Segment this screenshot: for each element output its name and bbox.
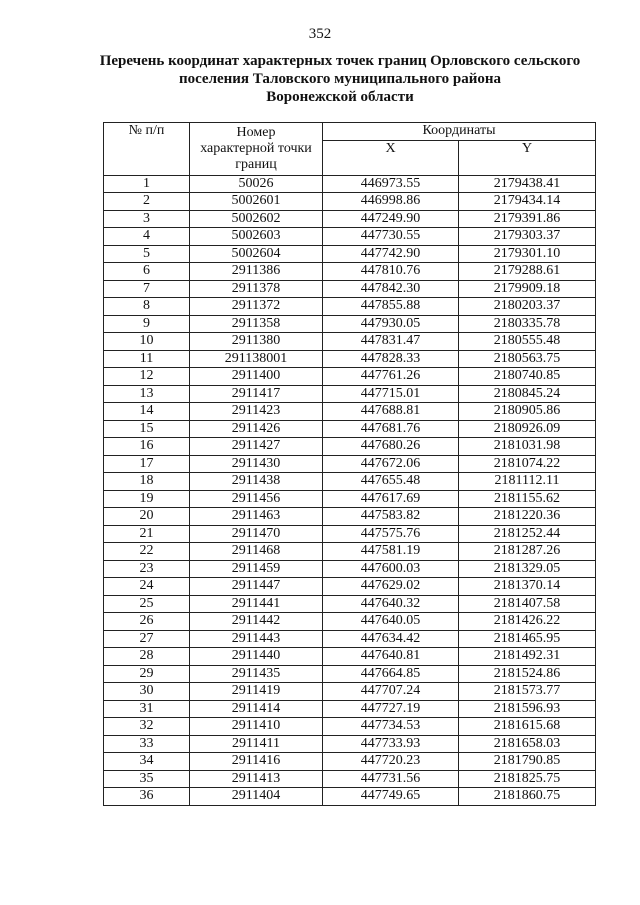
cell-index: 11 bbox=[104, 350, 190, 368]
cell-x: 447761.26 bbox=[323, 368, 459, 386]
cell-y: 2181825.75 bbox=[459, 770, 596, 788]
cell-index: 13 bbox=[104, 385, 190, 403]
cell-index: 1 bbox=[104, 175, 190, 193]
cell-y: 2179438.41 bbox=[459, 175, 596, 193]
cell-point-number: 2911416 bbox=[190, 753, 323, 771]
cell-y: 2180563.75 bbox=[459, 350, 596, 368]
cell-point-number: 5002601 bbox=[190, 193, 323, 211]
cell-index: 8 bbox=[104, 298, 190, 316]
cell-point-number: 2911435 bbox=[190, 665, 323, 683]
cell-point-number: 5002603 bbox=[190, 228, 323, 246]
cell-index: 34 bbox=[104, 753, 190, 771]
cell-x: 447734.53 bbox=[323, 718, 459, 736]
table-row bbox=[104, 508, 596, 526]
cell-point-number: 2911372 bbox=[190, 298, 323, 316]
cell-index: 2 bbox=[104, 193, 190, 211]
cell-index: 31 bbox=[104, 700, 190, 718]
table-row bbox=[104, 753, 596, 771]
table-row bbox=[104, 700, 596, 718]
cell-y: 2179909.18 bbox=[459, 280, 596, 298]
header-point-number-line: характерной точки bbox=[200, 140, 312, 156]
cell-point-number: 2911443 bbox=[190, 630, 323, 648]
table-row bbox=[104, 770, 596, 788]
cell-x: 447749.65 bbox=[323, 788, 459, 806]
cell-y: 2181112.11 bbox=[459, 473, 596, 491]
cell-index: 9 bbox=[104, 315, 190, 333]
table-row bbox=[104, 315, 596, 333]
cell-y: 2179301.10 bbox=[459, 245, 596, 263]
cell-point-number: 2911468 bbox=[190, 543, 323, 561]
cell-point-number: 2911440 bbox=[190, 648, 323, 666]
table-row bbox=[104, 175, 596, 193]
cell-x: 447742.90 bbox=[323, 245, 459, 263]
cell-index: 30 bbox=[104, 683, 190, 701]
title-line: Воронежской области bbox=[266, 89, 414, 105]
table-row bbox=[104, 718, 596, 736]
cell-point-number: 2911426 bbox=[190, 420, 323, 438]
cell-point-number: 2911400 bbox=[190, 368, 323, 386]
cell-point-number: 2911441 bbox=[190, 595, 323, 613]
cell-x: 447634.42 bbox=[323, 630, 459, 648]
cell-y: 2181220.36 bbox=[459, 508, 596, 526]
cell-x: 447828.33 bbox=[323, 350, 459, 368]
cell-point-number: 2911404 bbox=[190, 788, 323, 806]
cell-y: 2181407.58 bbox=[459, 595, 596, 613]
cell-x: 447629.02 bbox=[323, 578, 459, 596]
coordinates-table bbox=[103, 122, 596, 806]
page-number: 352 bbox=[308, 26, 332, 42]
cell-x: 447680.26 bbox=[323, 438, 459, 456]
cell-y: 2181524.86 bbox=[459, 665, 596, 683]
table-row bbox=[104, 630, 596, 648]
table-row bbox=[104, 193, 596, 211]
table-row bbox=[104, 245, 596, 263]
cell-y: 2181860.75 bbox=[459, 788, 596, 806]
cell-point-number: 2911358 bbox=[190, 315, 323, 333]
table-row bbox=[104, 788, 596, 806]
table-row bbox=[104, 438, 596, 456]
cell-index: 12 bbox=[104, 368, 190, 386]
cell-point-number: 2911438 bbox=[190, 473, 323, 491]
cell-index: 20 bbox=[104, 508, 190, 526]
table-row bbox=[104, 403, 596, 421]
cell-x: 447731.56 bbox=[323, 770, 459, 788]
cell-y: 2181492.31 bbox=[459, 648, 596, 666]
table-row bbox=[104, 385, 596, 403]
cell-index: 32 bbox=[104, 718, 190, 736]
cell-point-number: 2911386 bbox=[190, 263, 323, 281]
cell-x: 447810.76 bbox=[323, 263, 459, 281]
cell-point-number: 2911456 bbox=[190, 490, 323, 508]
cell-y: 2181790.85 bbox=[459, 753, 596, 771]
cell-x: 447600.03 bbox=[323, 560, 459, 578]
cell-x: 447249.90 bbox=[323, 210, 459, 228]
cell-y: 2179391.86 bbox=[459, 210, 596, 228]
table-row bbox=[104, 665, 596, 683]
cell-index: 27 bbox=[104, 630, 190, 648]
cell-index: 26 bbox=[104, 613, 190, 631]
cell-point-number: 2911447 bbox=[190, 578, 323, 596]
cell-point-number: 2911411 bbox=[190, 735, 323, 753]
cell-y: 2180905.86 bbox=[459, 403, 596, 421]
cell-index: 18 bbox=[104, 473, 190, 491]
cell-y: 2181074.22 bbox=[459, 455, 596, 473]
cell-y: 2181596.93 bbox=[459, 700, 596, 718]
table-row bbox=[104, 455, 596, 473]
table-row bbox=[104, 473, 596, 491]
table-row bbox=[104, 595, 596, 613]
table-row bbox=[104, 263, 596, 281]
cell-point-number: 2911413 bbox=[190, 770, 323, 788]
cell-y: 2180335.78 bbox=[459, 315, 596, 333]
header-coordinates: Координаты bbox=[323, 123, 596, 141]
cell-point-number: 5002602 bbox=[190, 210, 323, 228]
cell-index: 3 bbox=[104, 210, 190, 228]
cell-index: 36 bbox=[104, 788, 190, 806]
cell-index: 25 bbox=[104, 595, 190, 613]
cell-x: 446973.55 bbox=[323, 175, 459, 193]
cell-y: 2181252.44 bbox=[459, 525, 596, 543]
cell-y: 2179303.37 bbox=[459, 228, 596, 246]
cell-x: 447664.85 bbox=[323, 665, 459, 683]
cell-point-number: 2911459 bbox=[190, 560, 323, 578]
cell-y: 2181155.62 bbox=[459, 490, 596, 508]
cell-point-number: 2911470 bbox=[190, 525, 323, 543]
cell-y: 2179434.14 bbox=[459, 193, 596, 211]
cell-x: 447581.19 bbox=[323, 543, 459, 561]
table-header bbox=[104, 123, 596, 176]
cell-x: 447727.19 bbox=[323, 700, 459, 718]
cell-point-number: 2911442 bbox=[190, 613, 323, 631]
table-row bbox=[104, 228, 596, 246]
cell-index: 4 bbox=[104, 228, 190, 246]
cell-point-number: 2911417 bbox=[190, 385, 323, 403]
cell-x: 447681.76 bbox=[323, 420, 459, 438]
table-row bbox=[104, 280, 596, 298]
cell-y: 2181573.77 bbox=[459, 683, 596, 701]
cell-index: 24 bbox=[104, 578, 190, 596]
cell-x: 447640.05 bbox=[323, 613, 459, 631]
title-line: поселения Таловского муниципального района bbox=[178, 71, 502, 87]
table-row bbox=[104, 578, 596, 596]
title-line: Перечень координат характерных точек границ Орловского сельского bbox=[99, 53, 581, 69]
cell-index: 6 bbox=[104, 263, 190, 281]
cell-y: 2180926.09 bbox=[459, 420, 596, 438]
table-row bbox=[104, 735, 596, 753]
cell-index: 15 bbox=[104, 420, 190, 438]
cell-point-number: 291138001 bbox=[190, 350, 323, 368]
cell-x: 447640.81 bbox=[323, 648, 459, 666]
cell-y: 2181287.26 bbox=[459, 543, 596, 561]
table-row bbox=[104, 210, 596, 228]
cell-x: 447730.55 bbox=[323, 228, 459, 246]
cell-point-number: 2911414 bbox=[190, 700, 323, 718]
cell-x: 447640.32 bbox=[323, 595, 459, 613]
cell-point-number: 2911378 bbox=[190, 280, 323, 298]
cell-y: 2181658.03 bbox=[459, 735, 596, 753]
cell-x: 447842.30 bbox=[323, 280, 459, 298]
cell-y: 2181031.98 bbox=[459, 438, 596, 456]
cell-point-number: 2911419 bbox=[190, 683, 323, 701]
table-row bbox=[104, 490, 596, 508]
table-row bbox=[104, 368, 596, 386]
cell-index: 28 bbox=[104, 648, 190, 666]
header-point-number bbox=[190, 123, 323, 176]
cell-point-number: 2911463 bbox=[190, 508, 323, 526]
cell-y: 2181426.22 bbox=[459, 613, 596, 631]
table-row bbox=[104, 613, 596, 631]
cell-point-number: 2911410 bbox=[190, 718, 323, 736]
header-index: № п/п bbox=[104, 123, 190, 176]
cell-index: 33 bbox=[104, 735, 190, 753]
table-row bbox=[104, 683, 596, 701]
table-row bbox=[104, 560, 596, 578]
document-title bbox=[60, 52, 620, 106]
cell-point-number: 50026 bbox=[190, 175, 323, 193]
cell-y: 2181370.14 bbox=[459, 578, 596, 596]
cell-x: 447672.06 bbox=[323, 455, 459, 473]
table-row bbox=[104, 420, 596, 438]
cell-index: 16 bbox=[104, 438, 190, 456]
table-row bbox=[104, 333, 596, 351]
cell-x: 447575.76 bbox=[323, 525, 459, 543]
cell-index: 23 bbox=[104, 560, 190, 578]
cell-index: 35 bbox=[104, 770, 190, 788]
header-point-number-line: границ bbox=[235, 156, 277, 172]
cell-y: 2181615.68 bbox=[459, 718, 596, 736]
cell-index: 19 bbox=[104, 490, 190, 508]
cell-index: 7 bbox=[104, 280, 190, 298]
header-x: X bbox=[323, 140, 459, 175]
cell-index: 14 bbox=[104, 403, 190, 421]
cell-x: 447655.48 bbox=[323, 473, 459, 491]
header-y: Y bbox=[459, 140, 596, 175]
table-body bbox=[104, 175, 596, 805]
cell-y: 2180555.48 bbox=[459, 333, 596, 351]
cell-x: 447831.47 bbox=[323, 333, 459, 351]
cell-x: 447707.24 bbox=[323, 683, 459, 701]
cell-y: 2180740.85 bbox=[459, 368, 596, 386]
cell-x: 447715.01 bbox=[323, 385, 459, 403]
cell-point-number: 2911427 bbox=[190, 438, 323, 456]
table-row bbox=[104, 525, 596, 543]
cell-point-number: 2911380 bbox=[190, 333, 323, 351]
cell-y: 2181465.95 bbox=[459, 630, 596, 648]
table-row bbox=[104, 543, 596, 561]
cell-x: 447583.82 bbox=[323, 508, 459, 526]
cell-point-number: 2911423 bbox=[190, 403, 323, 421]
cell-point-number: 5002604 bbox=[190, 245, 323, 263]
cell-index: 5 bbox=[104, 245, 190, 263]
table-row bbox=[104, 648, 596, 666]
cell-x: 447720.23 bbox=[323, 753, 459, 771]
cell-y: 2180845.24 bbox=[459, 385, 596, 403]
cell-x: 447733.93 bbox=[323, 735, 459, 753]
cell-index: 29 bbox=[104, 665, 190, 683]
cell-index: 21 bbox=[104, 525, 190, 543]
cell-y: 2179288.61 bbox=[459, 263, 596, 281]
cell-index: 17 bbox=[104, 455, 190, 473]
cell-x: 447855.88 bbox=[323, 298, 459, 316]
cell-index: 22 bbox=[104, 543, 190, 561]
table-row bbox=[104, 350, 596, 368]
cell-y: 2180203.37 bbox=[459, 298, 596, 316]
cell-point-number: 2911430 bbox=[190, 455, 323, 473]
cell-x: 447617.69 bbox=[323, 490, 459, 508]
cell-x: 446998.86 bbox=[323, 193, 459, 211]
header-point-number-line: Номер bbox=[236, 124, 276, 140]
cell-x: 447930.05 bbox=[323, 315, 459, 333]
table-row bbox=[104, 298, 596, 316]
cell-x: 447688.81 bbox=[323, 403, 459, 421]
cell-index: 10 bbox=[104, 333, 190, 351]
cell-y: 2181329.05 bbox=[459, 560, 596, 578]
